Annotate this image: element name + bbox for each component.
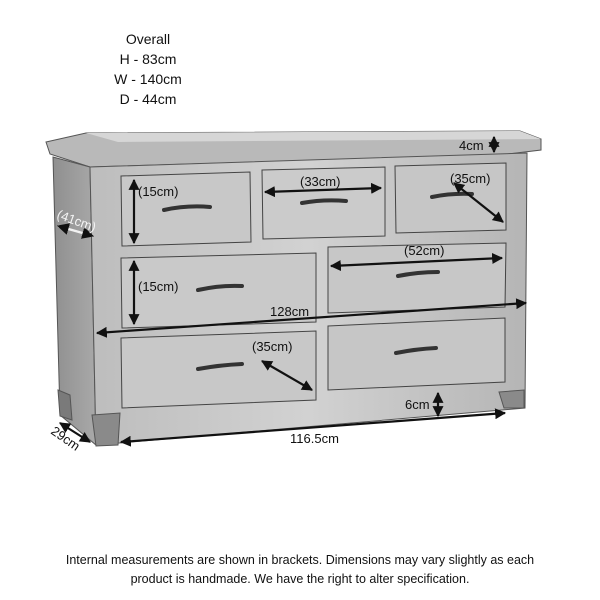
front-left-leg — [92, 413, 120, 446]
overall-height: H - 83cm — [119, 51, 177, 67]
side-depth-label: (41cm) — [54, 206, 99, 235]
overall-width: W - 140cm — [114, 71, 182, 87]
front-right-leg — [499, 390, 524, 408]
leg-span-label: 116.5cm — [290, 431, 339, 446]
footnote-line-2: product is handmade. We have the right to alter specification. — [130, 572, 470, 586]
drawer-diagonal-bottom-label: (35cm) — [252, 339, 293, 354]
footnote-line-1: Internal measurements are shown in brackets. Dimensions may vary slightly as each — [65, 553, 535, 567]
back-left-leg — [58, 390, 72, 420]
drawer-width-small-label: (33cm) — [300, 174, 341, 189]
overall-title: Overall — [125, 31, 171, 47]
drawer-height-mid-label: (15cm) — [138, 279, 179, 294]
leg-depth-label: 29cm — [48, 423, 83, 454]
drawer-width-large-label: (52cm) — [404, 243, 445, 258]
drawer-bottom-right — [328, 318, 505, 390]
drawer-diagonal-top-label: (35cm) — [450, 171, 491, 186]
footnote — [40, 551, 560, 589]
top-thickness-label: 4cm — [459, 138, 484, 153]
leg-height-label: 6cm — [405, 397, 430, 412]
inner-width-label: 128cm — [270, 304, 310, 319]
overall-depth: D - 44cm — [119, 91, 177, 107]
drawer-height-top-label: (15cm) — [138, 184, 179, 199]
